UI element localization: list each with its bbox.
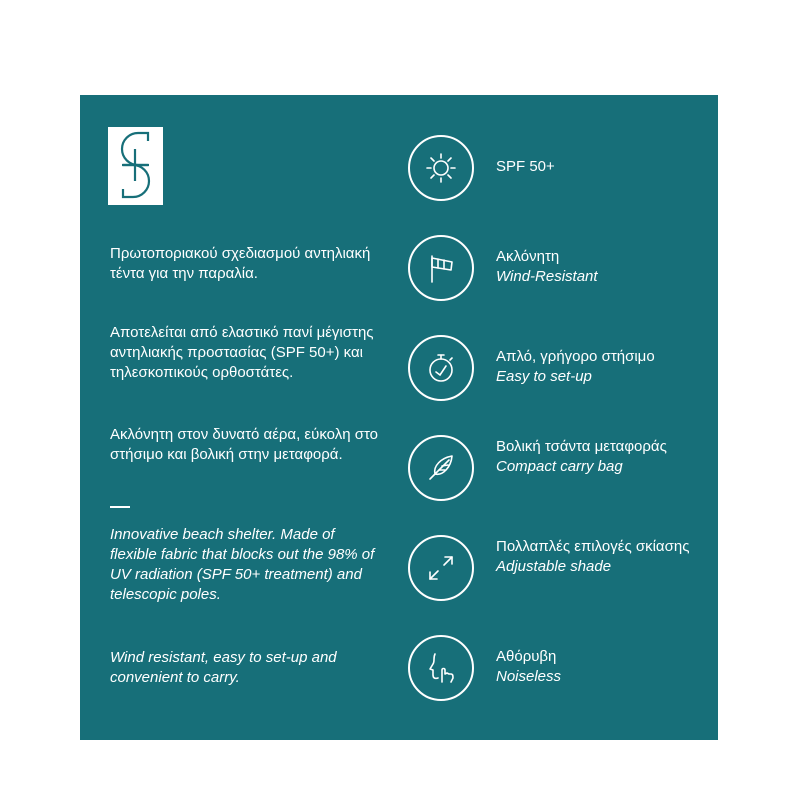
feature-wind-resistant <box>408 235 708 301</box>
face-shush-icon <box>421 648 461 688</box>
resize-arrows-icon <box>421 548 461 588</box>
feature-icon-circle <box>408 535 474 601</box>
feature-icon-circle <box>408 235 474 301</box>
feature-carry-bag <box>408 435 708 501</box>
feature-icon-circle <box>408 635 474 701</box>
description-greek-2: Αποτελείται από ελαστικό πανί μέγιστης αντηλιακής προστασίας (SPF 50+) και τηλεσκοπικούς ορθοστάτες. <box>110 324 374 381</box>
feature-bag-english: Compact carry bag <box>496 458 623 475</box>
feature-wind-english: Wind-Resistant <box>496 268 598 285</box>
feature-noiseless-english: Noiseless <box>496 668 562 685</box>
separator-dash <box>110 506 130 508</box>
stopwatch-icon <box>421 348 461 388</box>
product-info-panel <box>80 95 718 740</box>
feature-icon-circle <box>408 335 474 401</box>
s-monogram-logo-icon <box>108 127 163 205</box>
windsock-icon <box>421 248 461 288</box>
description-greek-1: Πρωτοποριακού σχεδιασμού αντηλιακή τέντα για την παραλία. <box>110 245 371 282</box>
feature-spf-label: SPF 50+ <box>496 158 555 175</box>
description-english-2: Wind resistant, easy to set-up and convenient to carry. <box>110 649 337 686</box>
feather-icon <box>421 448 461 488</box>
feature-shade-greek: Πολλαπλές επιλογές σκίασης <box>496 538 690 555</box>
description-english-1: Innovative beach shelter. Made of flexible fabric that blocks out the 98% of UV radiation (SPF 50+ treatment) and telescopic poles. <box>110 526 375 603</box>
description-greek-3: Ακλόνητη στον δυνατό αέρα, εύκολη στο στήσιμο και βολική στην μεταφορά. <box>110 426 379 463</box>
feature-spf <box>408 135 708 201</box>
feature-icon-circle <box>408 135 474 201</box>
feature-setup-greek: Απλό, γρήγορο στήσιμο <box>496 348 655 365</box>
feature-easy-setup <box>408 335 708 401</box>
brand-logo <box>108 127 163 205</box>
feature-shade-english: Adjustable shade <box>496 558 612 575</box>
feature-noiseless-greek: Αθόρυβη <box>496 648 557 665</box>
feature-bag-greek: Βολική τσάντα μεταφοράς <box>496 438 667 455</box>
feature-adjustable-shade <box>408 535 708 601</box>
feature-icon-circle <box>408 435 474 501</box>
feature-wind-greek: Ακλόνητη <box>496 248 560 265</box>
feature-noiseless <box>408 635 708 701</box>
feature-setup-english: Easy to set-up <box>496 368 592 385</box>
sun-icon <box>421 148 461 188</box>
